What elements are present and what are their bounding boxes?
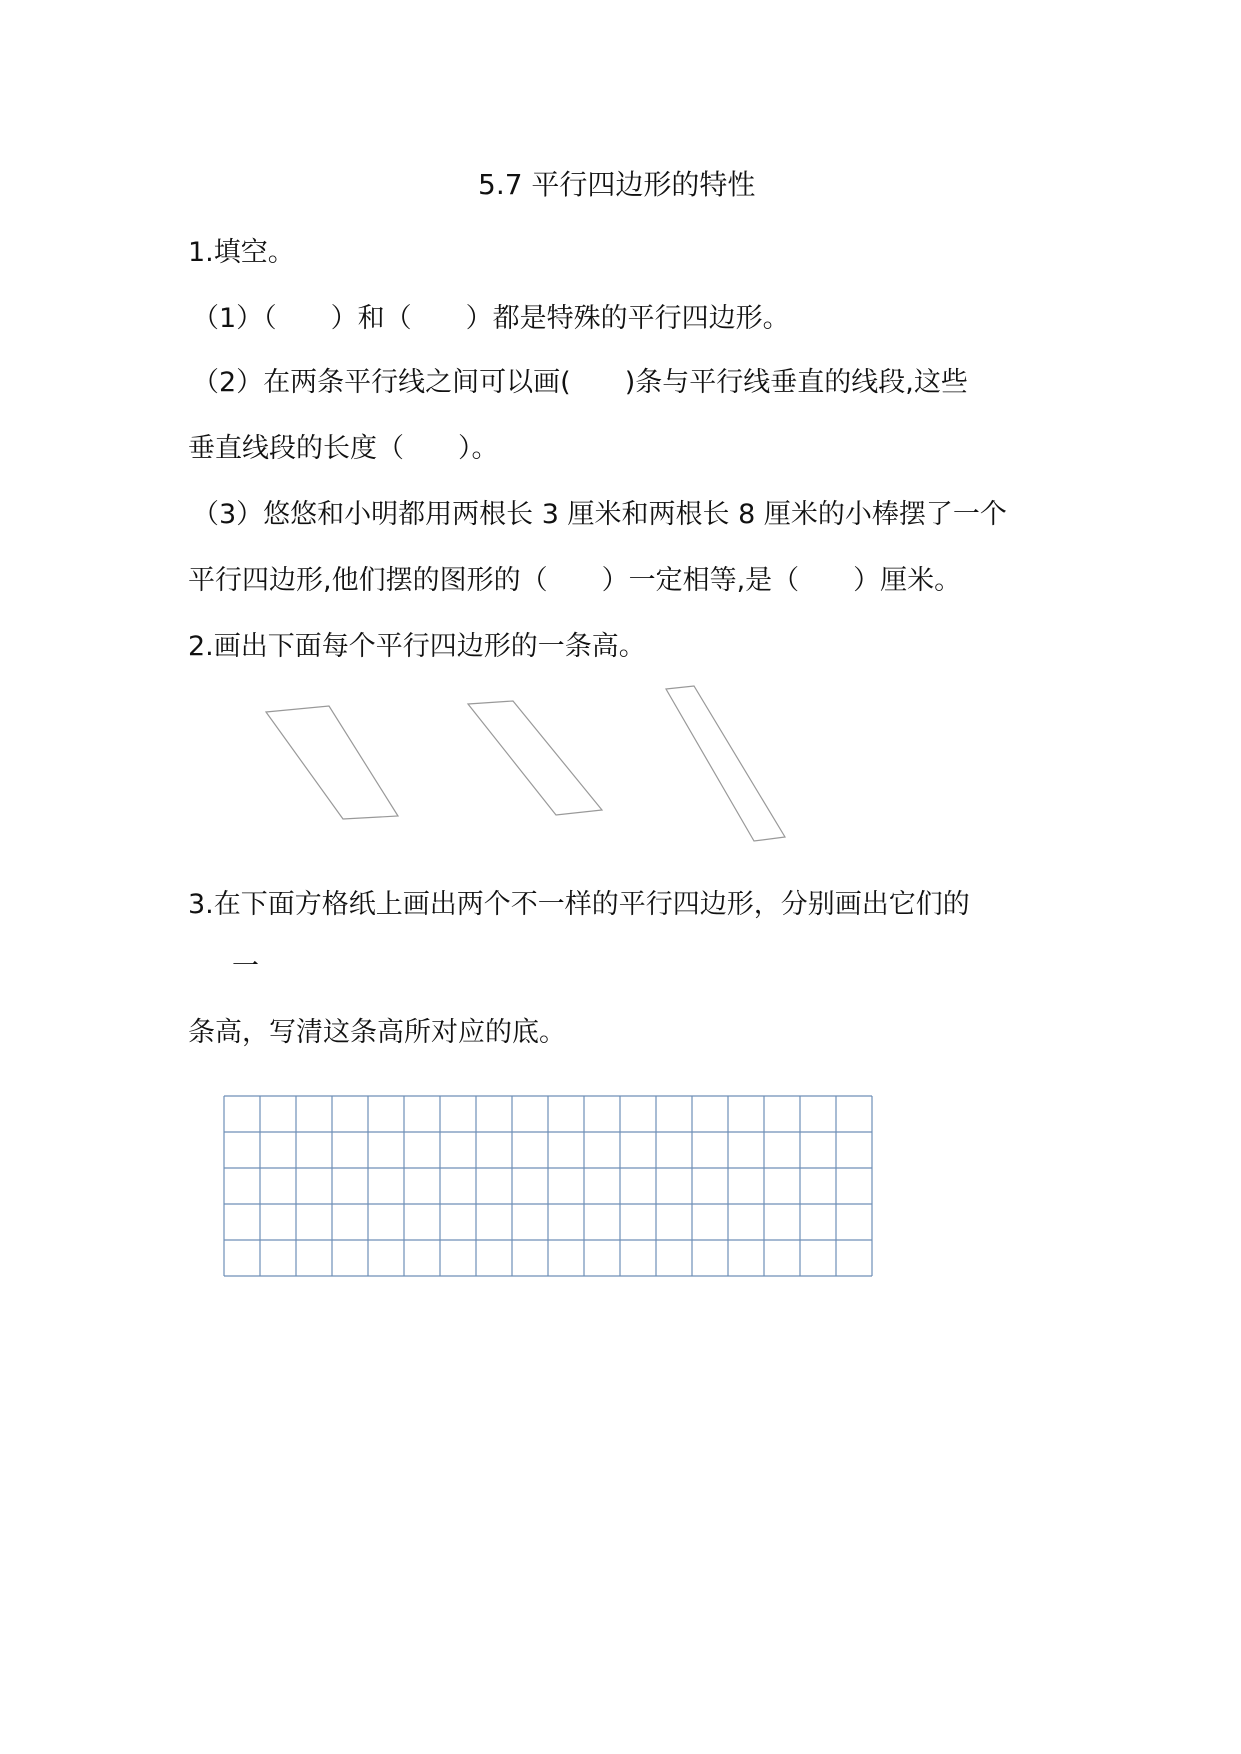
grid-paper [222, 1094, 882, 1284]
question-1-item-3-line-2: 平行四边形,他们摆的图形的（ ）一定相等,是（ ）厘米。 [188, 565, 962, 596]
question-1-item-2-line-1: （2）在两条平行线之间可以画( )条与平行线垂直的线段,这些 [192, 367, 968, 398]
question-2-heading: 2.画出下面每个平行四边形的一条高。 [188, 631, 646, 662]
parallelogram-1 [266, 706, 398, 819]
question-1-item-3-line-1: （3）悠悠和小明都用两根长 3 厘米和两根长 8 厘米的小棒摆了一个 [192, 499, 1007, 530]
parallelogram-3 [666, 686, 785, 841]
question-1-item-1: （1）（ ）和（ ）都是特殊的平行四边形。 [192, 303, 790, 334]
question-3-heading-line-2: 一 [232, 951, 259, 982]
question-1-heading: 1.填空。 [188, 237, 295, 268]
question-3-heading-line-1: 3.在下面方格纸上画出两个不一样的平行四边形，分别画出它们的 [188, 889, 970, 920]
parallelogram-2 [468, 701, 602, 815]
page-title: 5.7 平行四边形的特性 [478, 168, 756, 201]
question-3-heading-line-3: 条高，写清这条高所对应的底。 [188, 1017, 566, 1048]
question-1-item-2-line-2: 垂直线段的长度（ ）。 [188, 433, 499, 464]
